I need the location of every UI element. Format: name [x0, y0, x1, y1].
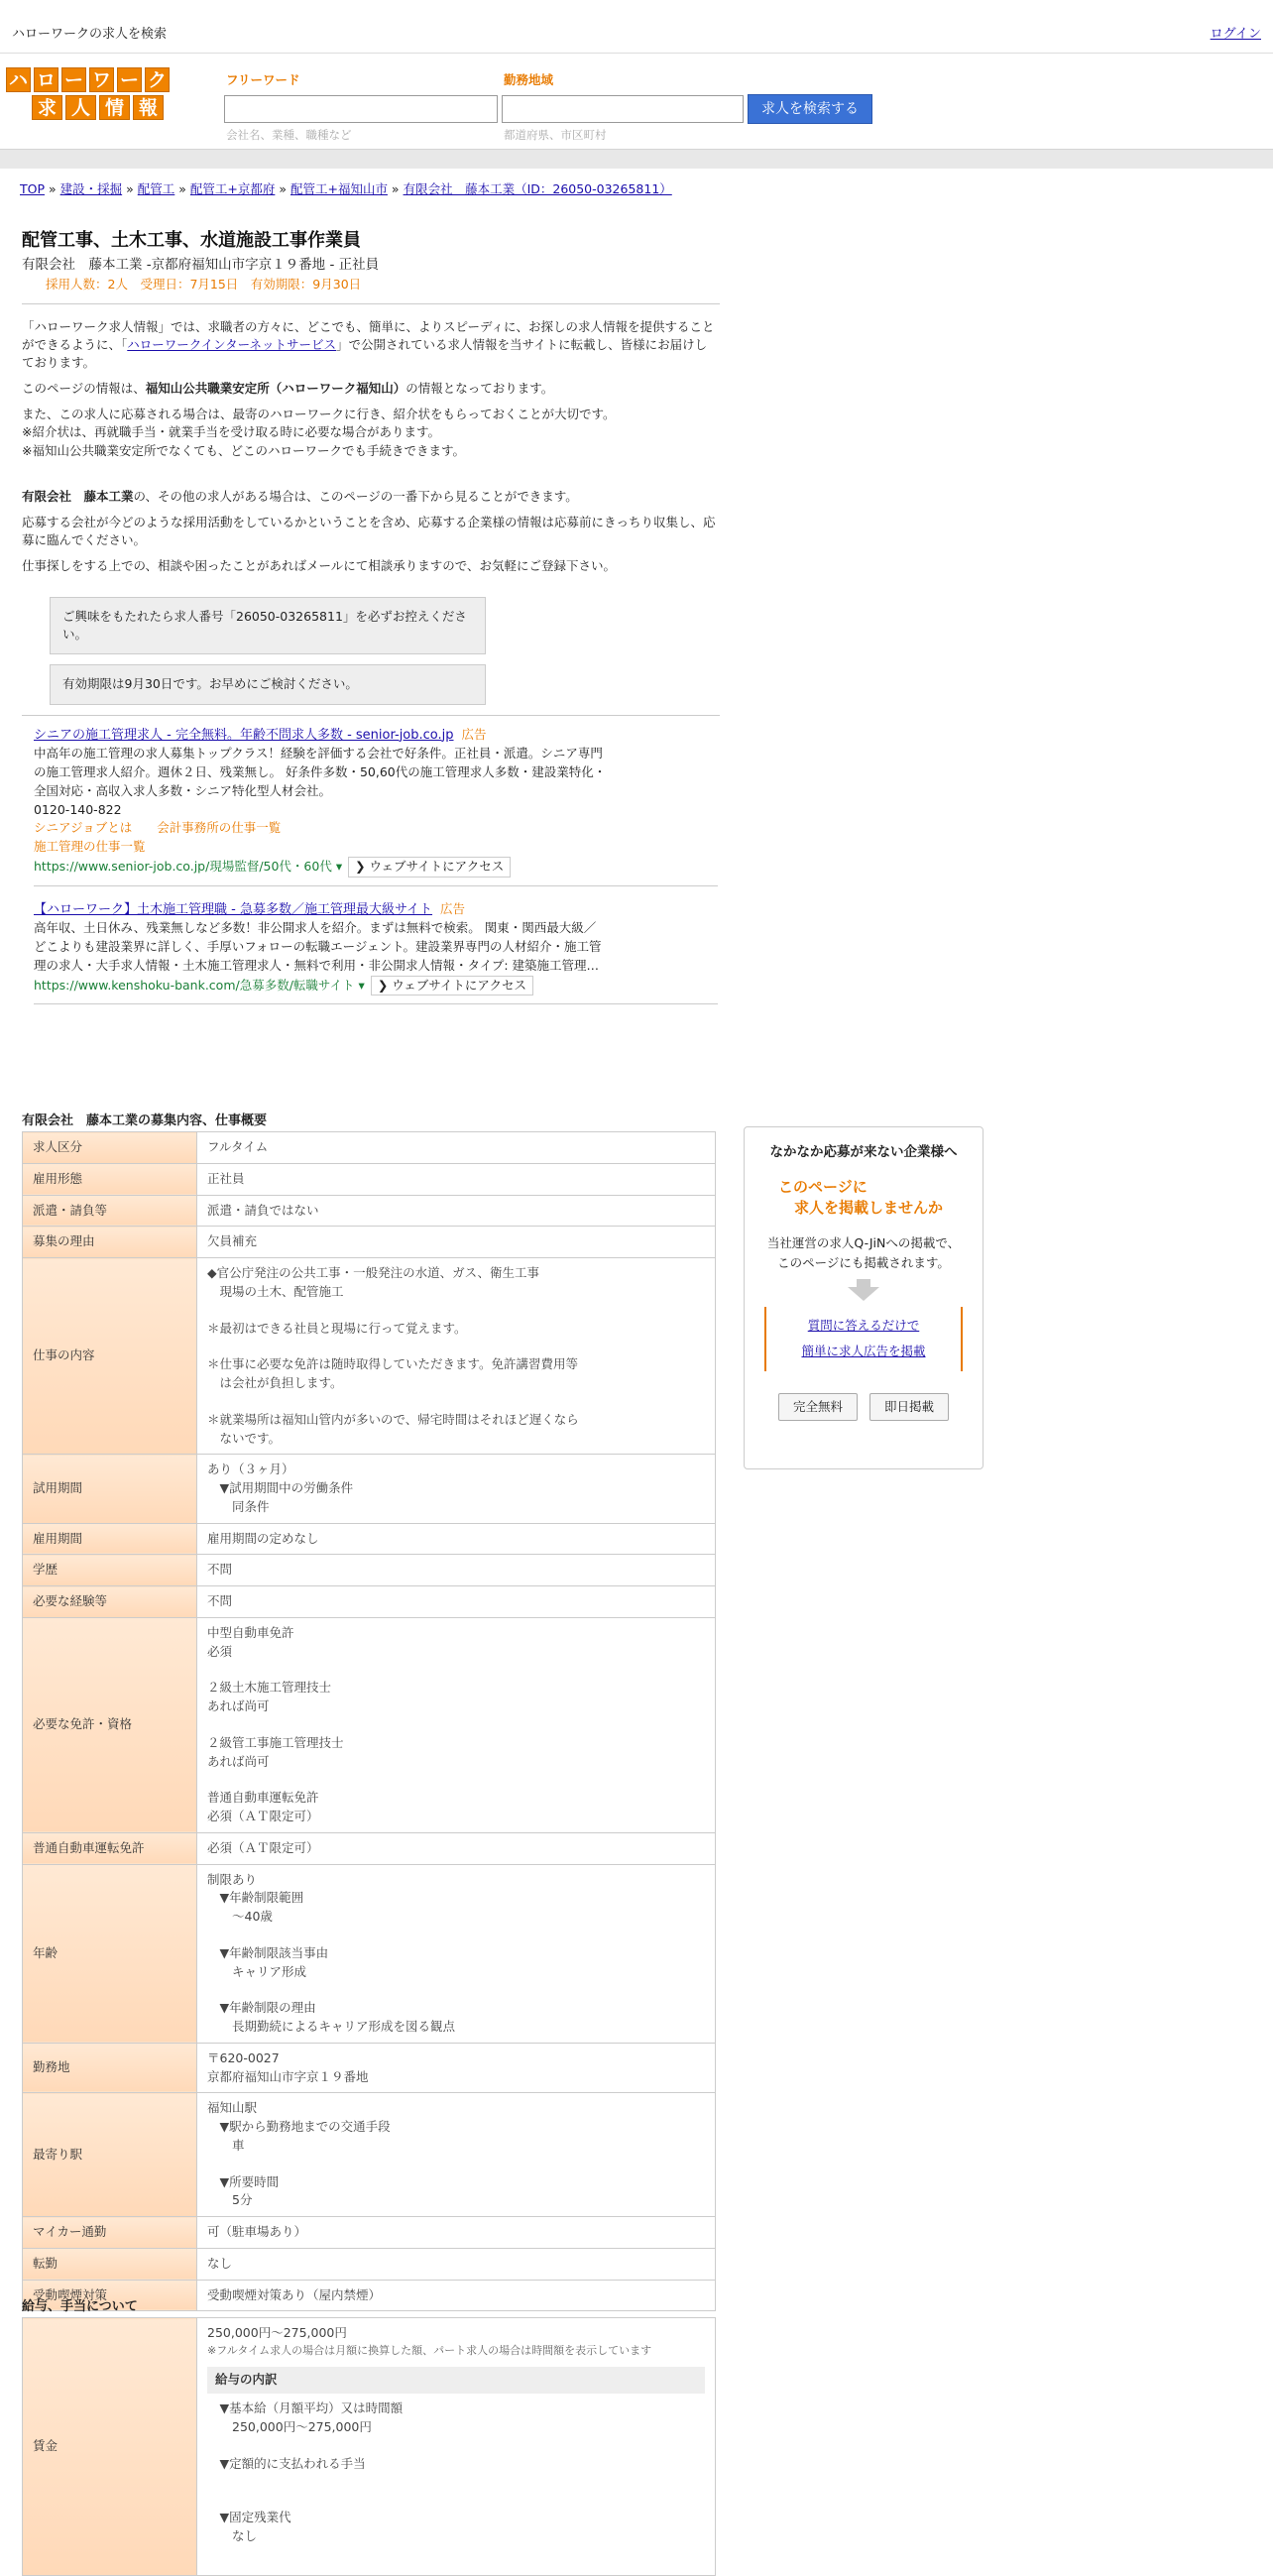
visit-website-button[interactable]: ❯ ウェブサイトにアクセス — [371, 976, 533, 996]
row-value: 必須（ＡＴ限定可） — [197, 1832, 716, 1864]
row-label: 勤務地 — [23, 2043, 197, 2093]
row-label: 普通自動車運転免許 — [23, 1832, 197, 1864]
salary-line: ▼基本給（月額平均）又は時間額 — [207, 2400, 404, 2415]
row-value: 不問 — [197, 1555, 716, 1586]
logo-char: 情 — [99, 95, 130, 120]
row-label: 必要な免許・資格 — [23, 1617, 197, 1832]
logo-char: ー — [117, 67, 142, 92]
ad-badge: 広告 — [461, 726, 487, 742]
row-value: 不問 — [197, 1586, 716, 1618]
ad-url[interactable]: https://www.kenshoku-bank.com/急募多数/転職サイト ▾ — [34, 977, 365, 993]
area-hint: 都道府県、市区町村 — [504, 128, 607, 142]
salary-breakdown-heading: 給与の内訳 — [207, 2367, 705, 2394]
salary-heading: 給与、手当について — [22, 2299, 138, 2314]
search-button[interactable]: 求人を検索する — [748, 94, 872, 124]
logo-char: ー — [61, 67, 86, 92]
site-title: ハローワークの求人を検索 — [12, 27, 168, 42]
promo-link-questions[interactable]: 質問に答えるだけで — [807, 1318, 920, 1334]
row-value: 雇用期間の定めなし — [197, 1523, 716, 1555]
visit-website-button[interactable]: ❯ ウェブサイトにアクセス — [348, 857, 511, 878]
down-arrow-icon — [848, 1287, 879, 1301]
logo-char: ワ — [89, 67, 114, 92]
breadcrumb-link[interactable]: 配管工+京都府 — [189, 181, 276, 196]
row-value: ◆官公庁発注の公共工事・一般発注の水道、ガス、衛生工事 現場の土木、配管施工 ＊最初はできる社員と現場に行って覚えます。 ＊仕事に必要な免許は随時取得していただきます。免許講習費用等 は会社が負担します。 ＊就業場所は福知山管内が多いので、帰宅時間はそれほど遅くなら ないです。 — [197, 1258, 716, 1455]
company-line: 有限会社 藤本工業 -京都府福知山市字京１９番地 - 正社員 — [22, 257, 380, 274]
row-value: 受動喫煙対策あり（屋内禁煙） — [197, 2280, 716, 2311]
table-row — [23, 1163, 716, 1195]
table-row — [23, 1227, 716, 1258]
same-day-button[interactable]: 即日掲載 — [869, 1393, 949, 1421]
top-bar — [0, 0, 1273, 54]
deadline-note: 有効期限は9月30日です。お早めにご検討ください。 — [50, 664, 486, 704]
ad-title[interactable]: シニアの施工管理求人 - 完全無料。年齢不問求人多数 - senior-job.co.jp — [34, 727, 454, 743]
area-label: 勤務地域 — [504, 72, 554, 87]
row-value: 福知山駅 ▼駅から勤務地までの交通手段 車 ▼所要時間 5分 — [197, 2093, 716, 2217]
row-value: あり（３ヶ月） ▼試用期間中の労働条件 同条件 — [197, 1455, 716, 1523]
table-row — [23, 2318, 716, 2576]
salary-line: ▼定額的に支払われる手当 — [207, 2455, 366, 2471]
row-value: 可（駐車場あり） — [197, 2217, 716, 2249]
salary-line — [207, 2491, 705, 2509]
table-row — [23, 1617, 716, 1832]
salary-line: なし — [207, 2528, 258, 2543]
row-label: 雇用期間 — [23, 1523, 197, 1555]
table-row — [23, 1455, 716, 1523]
row-value: 〒620-0027 京都府福知山市字京１９番地 — [197, 2043, 716, 2093]
row-label: 雇用形態 — [23, 1163, 197, 1195]
row-label: 必要な経験等 — [23, 1586, 197, 1618]
free-button[interactable]: 完全無料 — [778, 1393, 858, 1421]
row-value: フルタイム — [197, 1132, 716, 1164]
table-row — [23, 1132, 716, 1164]
ad-sitelink[interactable]: 施工管理の仕事一覧 — [34, 839, 146, 855]
promo-links — [764, 1307, 963, 1371]
logo-char: ク — [145, 67, 170, 92]
hellowork-internet-link[interactable]: ハローワークインターネットサービス — [127, 336, 337, 352]
job-meta: 採用人数：2人 受理日：7月15日 有効期限：9月30日 — [46, 276, 362, 292]
keyword-label: フリーワード — [226, 72, 300, 87]
logo-char: 報 — [133, 95, 164, 120]
salary-line: 250,000円〜275,000円 — [207, 2418, 372, 2434]
job-number-note: ご興味をもたれたら求人番号「26050-03265811」を必ずお控えください。 — [50, 597, 486, 654]
row-value: 欠員補充 — [197, 1227, 716, 1258]
keyword-input[interactable] — [224, 95, 498, 123]
ad-url[interactable]: https://www.senior-job.co.jp/現場監督/50代・60代 ▾ — [34, 858, 343, 874]
breadcrumb-link[interactable]: 配管工 — [137, 181, 175, 196]
detail-table — [22, 1131, 716, 2311]
row-label: 最寄り駅 — [23, 2093, 197, 2217]
row-label: 試用期間 — [23, 1455, 197, 1523]
row-label: 募集の理由 — [23, 1227, 197, 1258]
row-label: 転勤 — [23, 2248, 197, 2280]
logo-char: ハ — [6, 67, 31, 92]
ad-phone[interactable]: 0120-140-822 — [34, 801, 122, 817]
promo-link-post[interactable]: 簡単に求人広告を掲載 — [801, 1344, 926, 1359]
salary-table — [22, 2317, 716, 2576]
keyword-hint: 会社名、業種、職種など — [226, 128, 352, 142]
job-title: 配管工事、土木工事、水道施設工事作業員 — [22, 230, 361, 251]
area-input[interactable] — [502, 95, 744, 123]
salary-note: ※フルタイム求人の場合は月額に換算した額、パート求人の場合は時間額を表示しています — [207, 2343, 652, 2357]
breadcrumb-link[interactable]: TOP — [20, 181, 46, 196]
promo-text: 当社運営の求人Q-JiNへの掲載で、 このページにも掲載されます。 — [766, 1235, 961, 1271]
table-row — [23, 1195, 716, 1227]
row-label: マイカー通勤 — [23, 2217, 197, 2249]
table-row — [23, 1586, 716, 1618]
row-value: 正社員 — [197, 1163, 716, 1195]
ad-sitelink[interactable]: シニアジョブとは — [34, 820, 133, 836]
table-row — [23, 1864, 716, 2043]
ad-title[interactable]: 【ハローワーク】土木施工管理職 - 急募多数／施工管理最大級サイト — [34, 901, 433, 917]
table-row — [23, 2217, 716, 2249]
row-value: 制限あり ▼年齢制限範囲 〜40歳 ▼年齢制限該当事由 キャリア形成 ▼年齢制限の理由 長期勤続によるキャリア形成を図る観点 — [197, 1864, 716, 2043]
breadcrumb-link[interactable]: 配管工+福知山市 — [289, 181, 388, 196]
office-paragraph: このページの情報は、福知山公共職業安定所（ハローワーク福知山）の情報となっております。 — [22, 381, 554, 397]
breadcrumb-link[interactable]: 建設・採掘 — [59, 181, 123, 196]
row-label: 受動喫煙対策 — [23, 2280, 197, 2311]
logo-char: ロ — [34, 67, 58, 92]
advertise-promo — [744, 1126, 984, 1469]
ad-kenshoku-bank: 【ハローワーク】土木施工管理職 - 急募多数／施工管理最大級サイト 広告 高年収、土日休み、残業無しなど多数！非公開求人を紹介。まずは無料で検索。 関東・関西最大級／ どこよりも建設業界に詳しく、手厚いフォローの転職エージェント。建設業界専門の人材紹介・施工管 理の求人・大手求人情報・土木施工管理求人・無料で利用・非公開求人情報・タイプ: 建築施工管理… https://www.kenshoku-bank.com/急募多数/転職サイト ▾ ❯ ウェブサイトにアクセス — [34, 900, 718, 1005]
job-main — [22, 228, 716, 1018]
detail-heading: 有限会社 藤本工業の募集内容、仕事概要 — [22, 1113, 268, 1128]
table-row — [23, 1555, 716, 1586]
down-arrow-icon — [857, 1279, 870, 1287]
hellowork-logo[interactable] — [6, 67, 178, 123]
intro-paragraph: 「ハローワーク求人情報」では、求職者の方々に、どこでも、簡単に、よりスピーディに、お探しの求人情報を提供することができるように、「ハローワークインターネットサービス」で公開されている求人情報を当サイトに転載し、皆様にお届けしております。 — [22, 318, 715, 371]
salary-line — [207, 2437, 705, 2455]
table-row — [23, 1258, 716, 1455]
row-value: 派遣・請負ではない — [197, 1195, 716, 1227]
table-row — [23, 1832, 716, 1864]
apply-paragraph: また、この求人に応募される場合は、最寄のハローワークに行き、紹介状をもらっておくことが大切です。 ※紹介状は、再就職手当・就業手当を受け取る時に必要な場合があります。 ※福知山公共職業安定所でなくても、どこのハローワークでも手続きできます。 — [22, 407, 616, 458]
salary-line: ▼固定残業代 — [207, 2510, 291, 2525]
other-jobs-paragraph: 有限会社 藤本工業の、その他の求人がある場合は、このページの一番下から見ることができます。 — [22, 488, 578, 504]
row-label: 年齢 — [23, 1864, 197, 2043]
salary-line — [207, 2473, 705, 2491]
promo-line-1: このページに — [778, 1177, 868, 1196]
consult-paragraph: 仕事探しをする上での、相談や困ったことがあればメールにて相談承りますので、お気軽にご登録下さい。 — [22, 558, 617, 574]
row-label: 求人区分 — [23, 1132, 197, 1164]
divider-bar — [0, 149, 1273, 169]
logo-char: 人 — [65, 95, 96, 120]
table-row — [23, 2093, 716, 2217]
ad-badge: 広告 — [440, 900, 466, 916]
breadcrumb-link[interactable]: 有限会社 藤本工業（ID：26050-03265811） — [403, 181, 672, 196]
research-paragraph: 応募する会社が今どのような採用活動をしているかということを含め、応募する企業様の情報は応募前にきっちり収集し、応募に臨んでください。 — [22, 514, 716, 547]
table-row — [23, 1523, 716, 1555]
ad-sitelink[interactable]: 会計事務所の仕事一覧 — [157, 820, 282, 836]
row-label: 派遣・請負等 — [23, 1195, 197, 1227]
table-row — [23, 2248, 716, 2280]
logo-char: 求 — [32, 95, 62, 120]
breadcrumb: TOP » 建設・採掘 » 配管工 » 配管工+京都府 » 配管工+福知山市 » 有限会社 藤本工業（ID：26050-03265811） — [20, 181, 672, 196]
login-link[interactable]: ログイン — [1210, 27, 1261, 42]
row-label: 学歴 — [23, 1555, 197, 1586]
ad-senior-job: シニアの施工管理求人 - 完全無料。年齢不問求人多数 - senior-job.co.jp 広告 中高年の施工管理の求人募集トップクラス！経験を評価する会社で好条件。正社員・派遣。シニア専門 の施工管理求人紹介。週休２日、残業無し。 好条件多数・50,60代の施工管理求人多数・建設業特化・ 全国対応・高収入求人多数・シニア特化型人材会社。 0120-140-822 シニアジョブとは 会計事務所の仕事一覧 施工管理の仕事一覧 https://www.senior-job.co.jp/現場監督/50代・60代 ▾ ❯ ウェブサイトにアクセス — [34, 726, 718, 886]
promo-line-2: 求人を掲載しませんか — [794, 1199, 944, 1218]
promo-heading: なかなか応募が来ない企業様へ — [769, 1144, 958, 1160]
row-value: 中型自動車免許 必須 ２級土木施工管理技士 あれば尚可 ２級管工事施工管理技士 あれば尚可 普通自動車運転免許 必須（ＡＴ限定可） — [197, 1617, 716, 1832]
salary-label: 賃金 — [23, 2318, 197, 2576]
row-label: 仕事の内容 — [23, 1258, 197, 1455]
salary-range: 250,000円〜275,000円 — [207, 2325, 347, 2340]
row-value: なし — [197, 2248, 716, 2280]
table-row — [23, 2043, 716, 2093]
